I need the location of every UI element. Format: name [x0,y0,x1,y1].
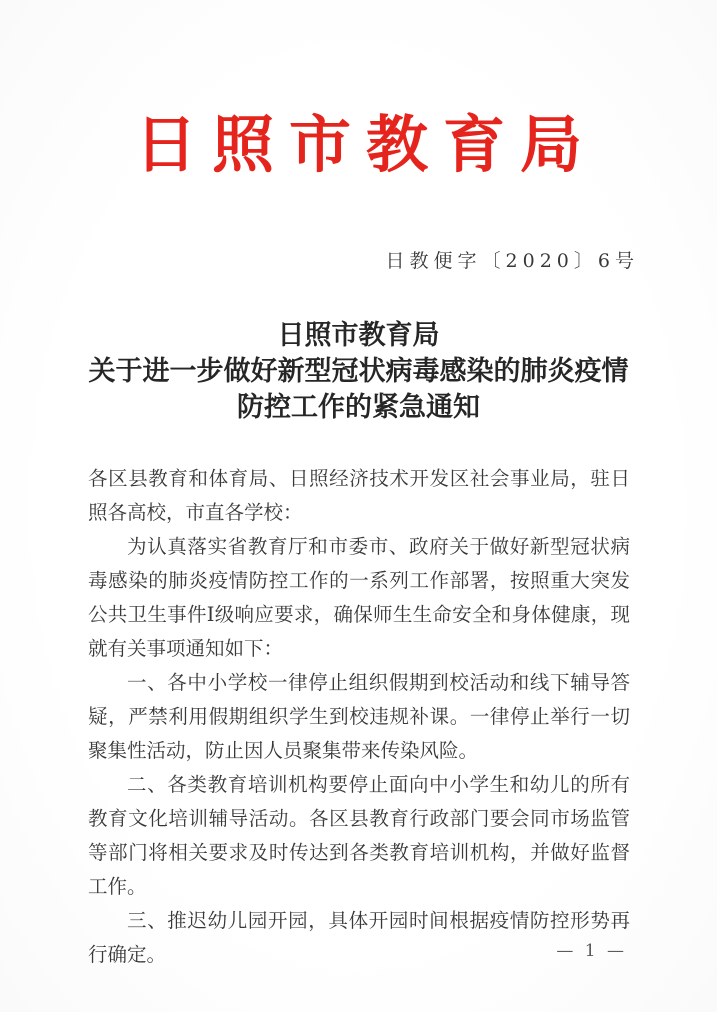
paragraph-item-2: 二、各类教育培训机构要停止面向中小学生和幼儿的所有教育文化培训辅导活动。各区县教育行政部门要会同市场监管等部门将相关要求及时传达到各类教育培训机构，并做好监督工作。 [88,773,630,898]
document-body [88,462,630,972]
title-line-notice-type: 防控工作的紧急通知 [237,392,480,423]
paragraph-item-1: 一、各中小学校一律停止组织假期到校活动和线下辅导答疑，严禁利用假期组织学生到校违规补课。一律停止举行一切聚集性活动，防止因人员聚集带来传染风险。 [88,671,630,762]
letterhead-org-name: 日照市教育局 [134,108,597,181]
paragraph-intro: 为认真落实省教育厅和市委市、政府关于做好新型冠状病毒感染的肺炎疫情防控工作的一系列工作部署，按照重大突发公共卫生事件Ⅰ级响应要求，确保师生生命安全和身体健康，现就有关事项通知如下： [88,535,630,660]
document-number: 日教便字〔2020〕6号 [385,250,639,272]
page-number: — 1 — [556,941,627,961]
salutation: 各区县教育和体育局、日照经济技术开发区社会事业局，驻日照各高校，市直各学校： [88,467,630,524]
document-title [40,318,677,426]
title-line-subject: 关于进一步做好新型冠状病毒感染的肺炎疫情 [88,356,629,387]
title-line-org: 日照市教育局 [277,320,440,351]
paragraph-item-3: 三、推迟幼儿园开园，具体开园时间根据疫情防控形势再行确定。 [88,909,630,966]
